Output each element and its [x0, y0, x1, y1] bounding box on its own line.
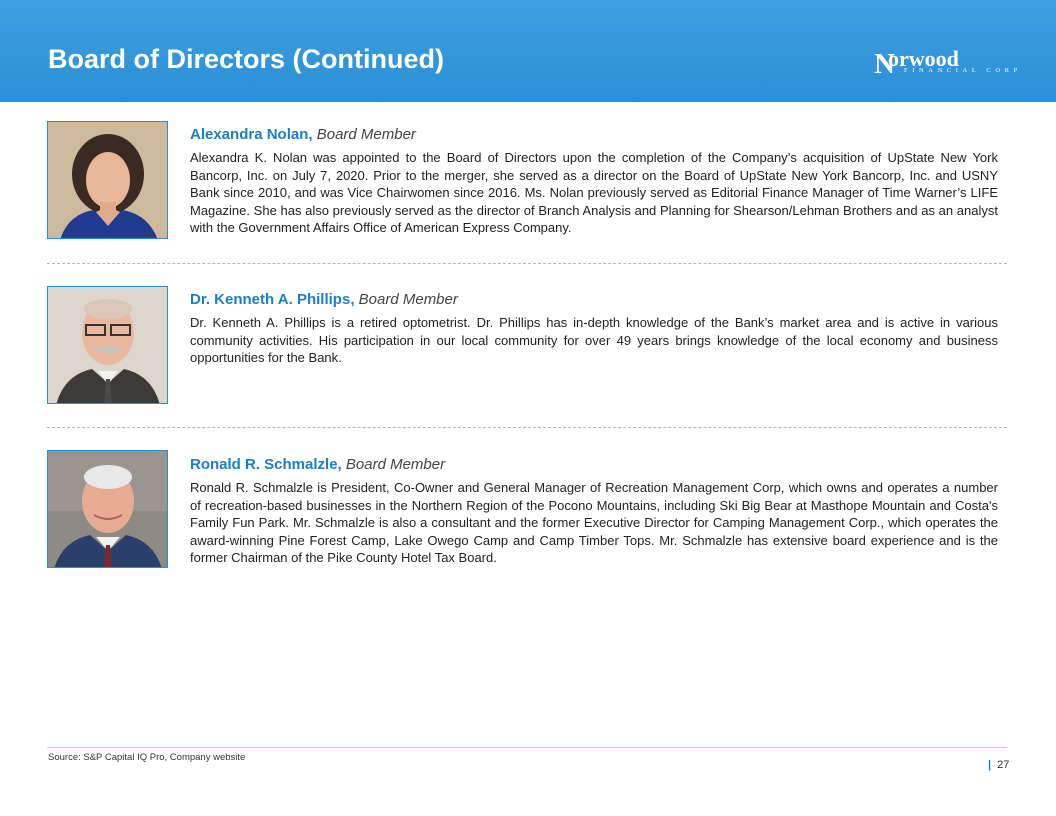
member-bio: [190, 291, 998, 367]
section-divider: [47, 427, 1007, 428]
page-title: Board of Directors (Continued): [48, 44, 444, 74]
member-heading: [190, 126, 998, 143]
member-description: Alexandra K. Nolan was appointed to the Board of Directors upon the completion of the Company’s acquisition of UpState New York Bancorp, Inc. on July 7, 2020. Prior to the merger, she served as a director on the Board of UpState New York Bancorp, Inc. and USNY Bank since 2010, and was Vice Chairwomen since 2016. Ms. Nolan previously served as Editorial Finance Manager of Time Warner’s LIFE Magazine. She has also previously served as the director of Branch Analysis and Planning for Shearson/Lehman Brothers and as an analyst with the Government Affairs Office of American Express Company.: [190, 150, 998, 236]
member-photo: [47, 450, 168, 568]
logo-subtitle: FINANCIAL CORP: [904, 67, 1022, 74]
page-number-value: 27: [997, 759, 1010, 771]
member-heading: [190, 456, 998, 473]
logo-initial: N: [874, 48, 895, 80]
page-separator: |: [988, 759, 992, 771]
member-bio: [190, 126, 998, 237]
source-note: Source: S&P Capital IQ Pro, Company website: [48, 752, 246, 763]
member-role: Board Member: [345, 456, 446, 473]
norwood-logo: [874, 46, 1022, 80]
header-banner: [0, 0, 1056, 102]
member-photo: [47, 286, 168, 404]
member-name: Dr. Kenneth A. Phillips: [190, 291, 351, 308]
name-separator: ,: [350, 291, 355, 308]
member-photo: [47, 121, 168, 239]
logo-wordmark: orwood: [888, 46, 959, 71]
member-bio: [190, 456, 998, 567]
page-number: [988, 759, 1009, 771]
member-name: Ronald R. Schmalzle: [190, 456, 338, 473]
name-separator: ,: [337, 456, 342, 473]
member-role: Board Member: [316, 126, 416, 143]
section-divider: [47, 263, 1007, 264]
footer-divider: [47, 747, 1007, 748]
name-separator: ,: [308, 126, 313, 143]
member-heading: [190, 291, 998, 308]
member-name: Alexandra Nolan: [190, 126, 309, 143]
member-description: Ronald R. Schmalzle is President, Co-Owner and General Manager of Recreation Management Corp, which owns and operates a number of recreation-based businesses in the Northern Region of the Pocono Mountains, including Ski Big Bear at Masthope Mountain and Costa's Family Fun Park. Mr. Schmalzle is also a consultant and the former Executive Director for Camping Management Corp., which operates the award-winning Pine Forest Camp, Lake Owego Camp and Camp Timber Tops. Mr. Schmalzle has extensive board experience and is the former Chairman of the Pike County Hotel Tax Board.: [190, 480, 998, 566]
member-role: Board Member: [358, 291, 458, 308]
member-description: Dr. Kenneth A. Phillips is a retired optometrist. Dr. Phillips has in-depth knowledge of the Bank’s market area and is active in various community activities. His participation in our local community for over 49 years brings knowledge of the local economy and business opportunities for the Bank.: [190, 315, 998, 366]
